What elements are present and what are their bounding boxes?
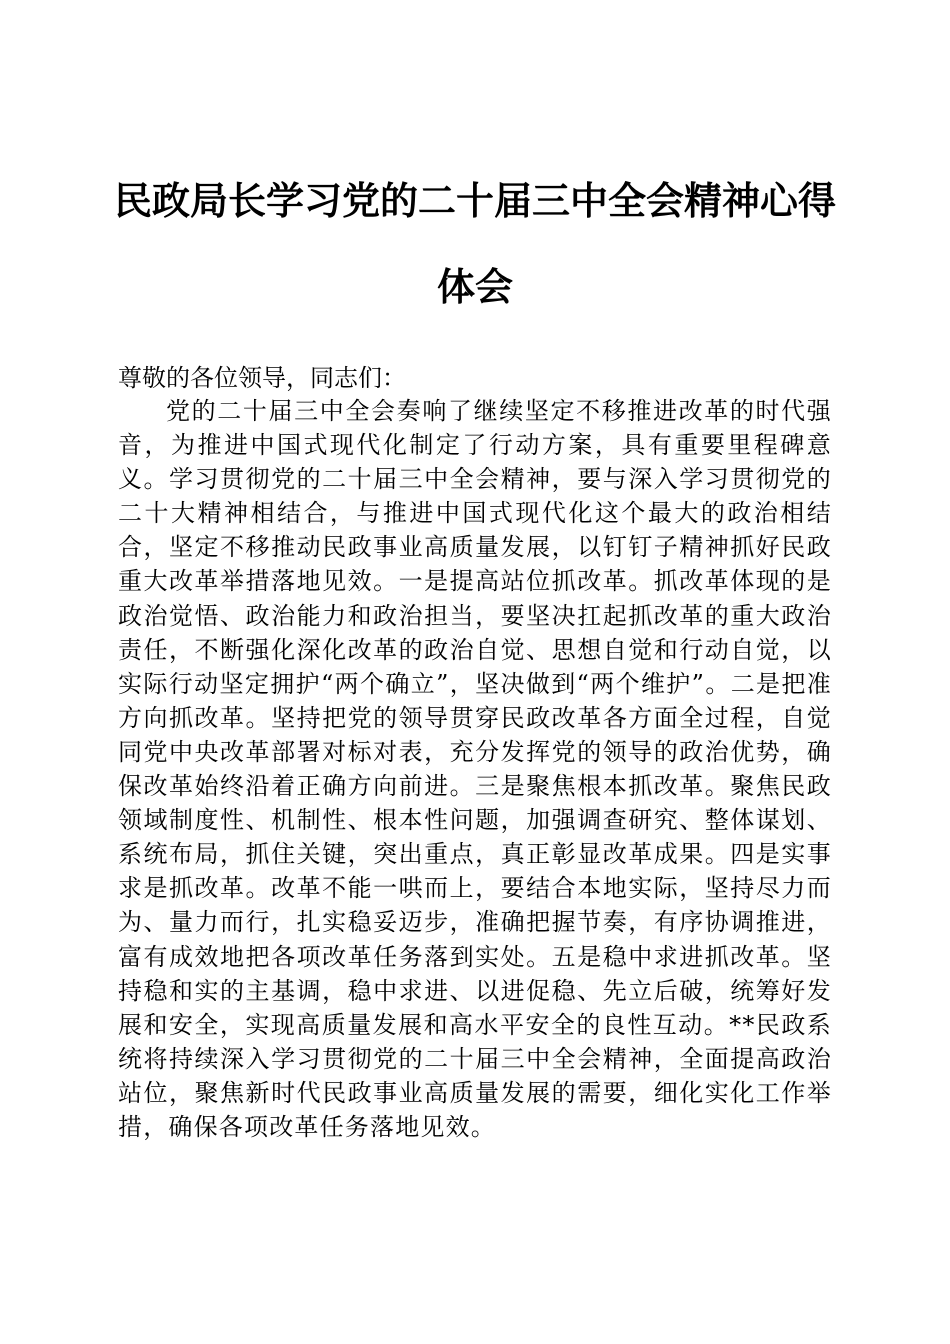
body-paragraph: 党的二十届三中全会奏响了继续坚定不移推进改革的时代强音，为推进中国式现代化制定了行动方案，具有重要里程碑意义。学习贯彻党的二十届三中全会精神，要与深入学习贯彻党的二十大精神相结合，与推进中国式现代化这个最大的政治相结合，坚定不移推动民政事业高质量发展，以钉钉子精神抓好民政重大改革举措落地见效。一是提高站位抓改革。抓改革体现的是政治觉悟、政治能力和政治担当，要坚决扛起抓改革的重大政治责任，不断强化深化改革的政治自觉、思想自觉和行动自觉，以实际行动坚定拥护“两个确立”，坚决做到“两个维护”。二是把准方向抓改革。坚持把党的领导贯穿民政改革各方面全过程，自觉同党中央改革部署对标对表，充分发挥党的领导的政治优势，确保改革始终沿着正确方向前进。三是聚焦根本抓改革。聚焦民政领域制度性、机制性、根本性问题，加强调查研究、整体谋划、系统布局，抓住关键，突出重点，真正彰显改革成果。四是实事求是抓改革。改革不能一哄而上，要结合本地实际，坚持尽力而为、量力而行，扎实稳妥迈步，准确把握节奏，有序协调推进，富有成效地把各项改革任务落到实处。五是稳中求进抓改革。坚持稳和实的主基调，稳中求进、以进促稳、先立后破，统筹好发展和安全，实现高质量发展和高水平安全的良性互动。**民政系统将持续深入学习贯彻党的二十届三中全会精神，全面提高政治站位，聚焦新时代民政事业高质量发展的需要，细化实化工作举措，确保各项改革任务落地见效。 [118,397,832,1141]
salutation: 尊敬的各位领导，同志们： [118,364,406,392]
document-title: 民政局长学习党的二十届三中全会精神心得体会 [113,178,836,309]
